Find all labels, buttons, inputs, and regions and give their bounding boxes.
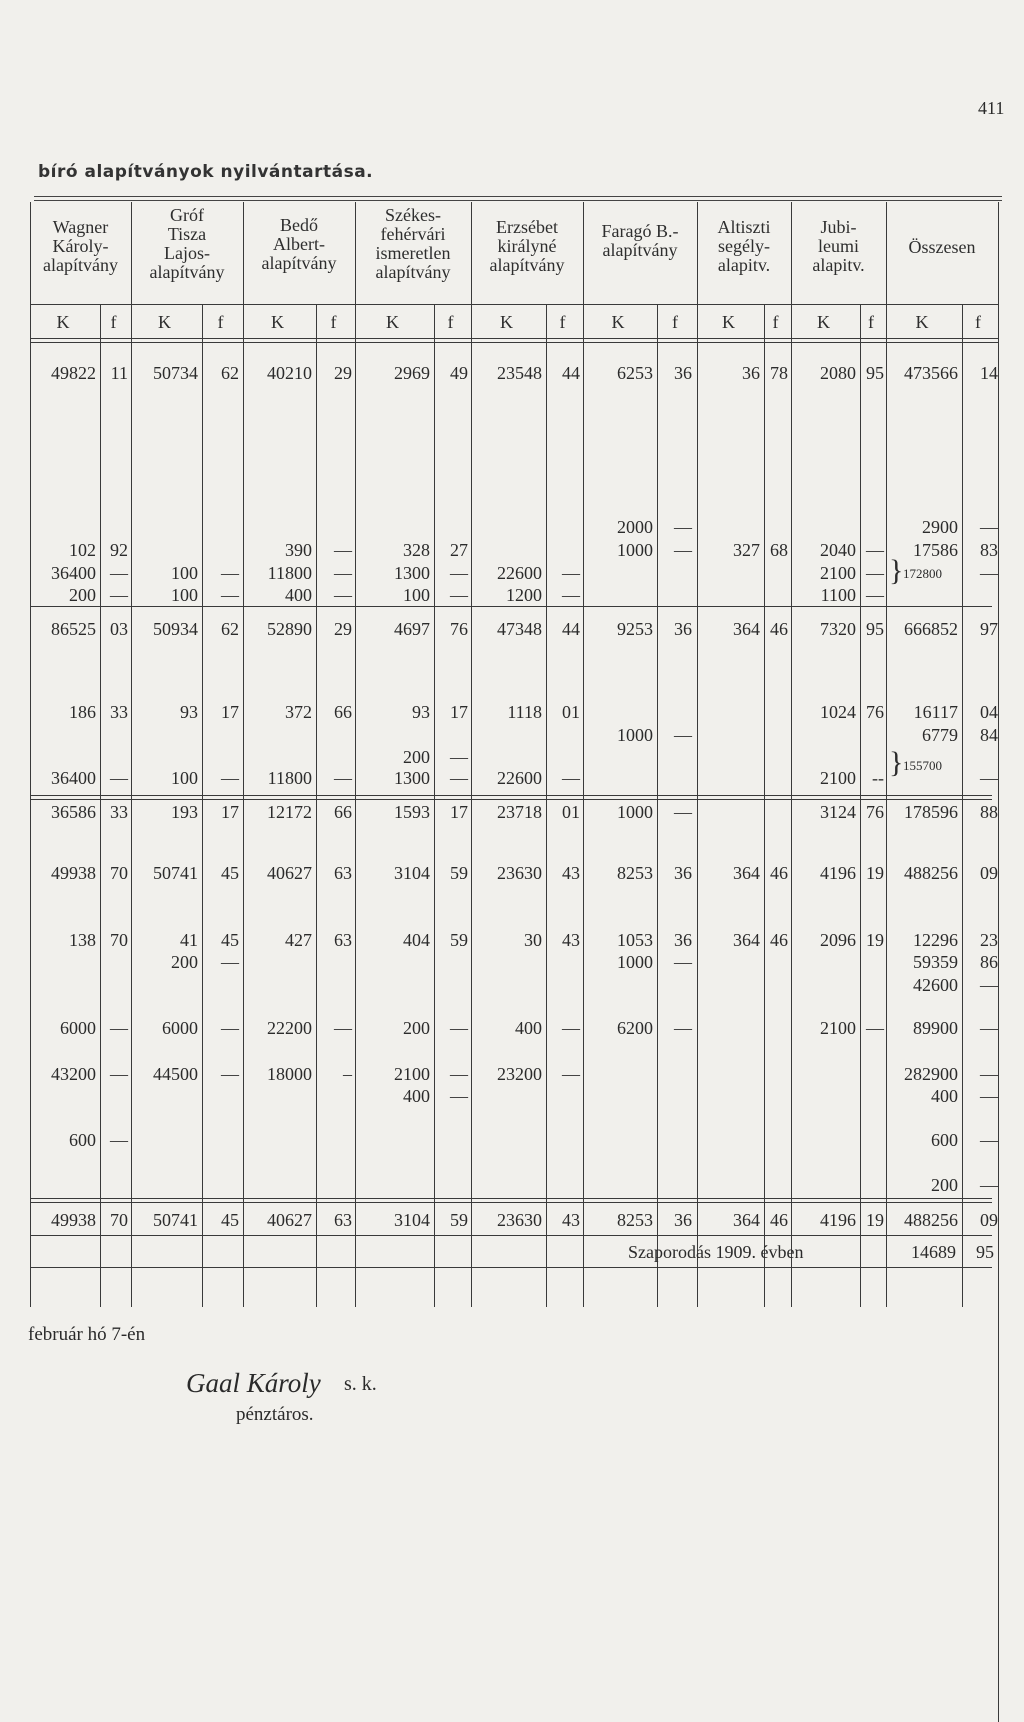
table-cell-k: 1118 bbox=[507, 702, 542, 722]
table-cell-f: 09 bbox=[980, 1210, 998, 1230]
table-cell-f: 83 bbox=[980, 540, 998, 560]
total-rule bbox=[30, 1235, 992, 1236]
column-header: Faragó B.- alapítvány bbox=[601, 221, 679, 260]
unit-k: K bbox=[271, 312, 284, 332]
table-cell-k: 2100 bbox=[394, 1064, 430, 1084]
table-cell-k: 1024 bbox=[820, 702, 856, 722]
table-cell-f: 95 bbox=[866, 619, 884, 639]
table-cell-f: — bbox=[450, 585, 468, 605]
table-cell-k: 36400 bbox=[51, 768, 96, 788]
date-line: február hó 7-én bbox=[28, 1324, 146, 1345]
table-cell-k: 400 bbox=[285, 585, 312, 605]
table-cell-f: 17 bbox=[450, 802, 468, 822]
table-cell-k: 47348 bbox=[497, 619, 542, 639]
unit-f: f bbox=[975, 312, 981, 332]
signature-suffix: s. k. bbox=[344, 1373, 377, 1395]
table-cell-f: 29 bbox=[334, 363, 352, 383]
table-cell-f: — bbox=[980, 1175, 998, 1195]
table-cell-f: — bbox=[562, 768, 580, 788]
table-cell-f: 66 bbox=[334, 802, 352, 822]
table-cell-k: 364 bbox=[733, 930, 760, 950]
unit-f: f bbox=[868, 312, 874, 332]
table-cell-k: 200 bbox=[171, 952, 198, 972]
table-cell-f: 43 bbox=[562, 863, 580, 883]
unit-f: f bbox=[772, 312, 779, 332]
table-cell-f: 45 bbox=[221, 1210, 239, 1230]
table-cell-k: 1100 bbox=[820, 585, 856, 605]
table-cell-k: 1300 bbox=[394, 563, 430, 583]
table-cell-f: — bbox=[334, 563, 352, 583]
column-header: Wagner Károly- alapítvány bbox=[43, 217, 118, 275]
table-cell-f: 46 bbox=[770, 1210, 788, 1230]
table-cell-k: 200 bbox=[403, 1018, 430, 1038]
table-cell-k: 400 bbox=[931, 1086, 958, 1106]
table-cell-f: — bbox=[450, 1064, 468, 1084]
table-cell-k: 52890 bbox=[267, 619, 312, 639]
table-cell-k: 390 bbox=[285, 540, 312, 560]
table-cell-f: 36 bbox=[674, 363, 692, 383]
table-cell-f: — bbox=[674, 725, 692, 745]
table-cell-f: — bbox=[450, 768, 468, 788]
table-cell-k: 8253 bbox=[617, 1210, 653, 1230]
table-cell-k: 372 bbox=[285, 702, 312, 722]
table-cell-k: 6000 bbox=[60, 1018, 96, 1038]
table-cell-k: 40627 bbox=[267, 863, 312, 883]
table-cell-k: 9253 bbox=[617, 619, 653, 639]
table-cell-f: — bbox=[562, 1018, 580, 1038]
table-cell-k: 102 bbox=[69, 540, 96, 560]
table-cell-f: 88 bbox=[980, 802, 998, 822]
unit-k: K bbox=[915, 312, 929, 332]
table-cell-k: 41 bbox=[180, 930, 198, 950]
table-cell-k: 600 bbox=[69, 1130, 96, 1150]
table-cell-k: 100 bbox=[171, 585, 198, 605]
growth-k: 14689 bbox=[911, 1242, 956, 1262]
table-cell-f: 09 bbox=[980, 863, 998, 883]
table-cell-f: 44 bbox=[562, 619, 580, 639]
table-cell-k: 4196 bbox=[820, 1210, 856, 1230]
table-cell-k: 488256 bbox=[904, 863, 958, 883]
table-cell-f: 76 bbox=[866, 702, 884, 722]
table-cell-k: 49938 bbox=[51, 863, 96, 883]
table-cell-k: 6000 bbox=[162, 1018, 198, 1038]
table-cell-k: 427 bbox=[285, 930, 312, 950]
table-cell-k: 17586 bbox=[913, 540, 958, 560]
table-cell-f: 17 bbox=[221, 802, 239, 822]
table-cell-k: 400 bbox=[403, 1086, 430, 1106]
table-cell-k: 42600 bbox=[913, 975, 958, 995]
table-cell-f: — bbox=[980, 1064, 998, 1084]
unit-f: f bbox=[447, 312, 454, 332]
page-heading: bíró alapítványok nyilvántartása. bbox=[38, 162, 374, 182]
table-cell-f: — bbox=[450, 563, 468, 583]
table-cell-f: 68 bbox=[770, 540, 788, 560]
brace-total: 155700 bbox=[903, 758, 942, 773]
table-cell-k: 404 bbox=[403, 930, 430, 950]
table-cell-k: 11800 bbox=[267, 563, 312, 583]
growth-label: Szaporodás 1909. évben bbox=[628, 1242, 804, 1262]
table-cell-k: 22600 bbox=[497, 768, 542, 788]
table-cell-k: 1593 bbox=[394, 802, 430, 822]
table-cell-k: 3104 bbox=[394, 863, 430, 883]
table-cell-f: — bbox=[980, 1130, 998, 1150]
table-cell-f: 46 bbox=[770, 619, 788, 639]
unit-k: K bbox=[817, 312, 830, 332]
table-cell-k: 93 bbox=[180, 702, 198, 722]
table-cell-f: 29 bbox=[334, 619, 352, 639]
column-header: Altiszti segély- alapitv. bbox=[717, 217, 771, 275]
table-cell-f: – bbox=[343, 1064, 352, 1084]
units-rule bbox=[30, 338, 998, 339]
table-cell-f: 59 bbox=[450, 930, 468, 950]
table-cell-f: 49 bbox=[450, 363, 468, 383]
table-cell-f: 36 bbox=[674, 1210, 692, 1230]
table-cell-k: 186 bbox=[69, 702, 96, 722]
table-cell-k: 364 bbox=[733, 619, 760, 639]
table-cell-f: 62 bbox=[221, 363, 239, 383]
table-cell-k: 30 bbox=[524, 930, 542, 950]
table-cell-k: 22200 bbox=[267, 1018, 312, 1038]
brace-icon: } bbox=[889, 554, 904, 587]
header-rule bbox=[30, 304, 998, 305]
table-cell-k: 49938 bbox=[51, 1210, 96, 1230]
unit-k: K bbox=[386, 312, 399, 332]
table-cell-f: — bbox=[221, 1018, 239, 1038]
table-cell-f: — bbox=[674, 802, 692, 822]
unit-f: f bbox=[559, 312, 566, 332]
table-cell-f: — bbox=[110, 1018, 128, 1038]
column-subdivider bbox=[764, 304, 765, 1307]
table-cell-f: 45 bbox=[221, 930, 239, 950]
table-cell-k: 1000 bbox=[617, 725, 653, 745]
table-cell-f: 23 bbox=[980, 930, 998, 950]
table-cell-k: 40627 bbox=[267, 1210, 312, 1230]
table-cell-f: 36 bbox=[674, 930, 692, 950]
table-cell-k: 6200 bbox=[617, 1018, 653, 1038]
table-cell-k: 193 bbox=[171, 802, 198, 822]
total-rule bbox=[30, 1202, 992, 1203]
column-header: Összesen bbox=[908, 237, 976, 257]
table-cell-k: 1300 bbox=[394, 768, 430, 788]
table-cell-f: 76 bbox=[866, 802, 884, 822]
table-cell-k: 3104 bbox=[394, 1210, 430, 1230]
table-cell-f: 17 bbox=[450, 702, 468, 722]
table-cell-f: 01 bbox=[562, 702, 580, 722]
table-cell-f: — bbox=[334, 768, 352, 788]
table-cell-k: 328 bbox=[403, 540, 430, 560]
table-cell-f: — bbox=[980, 975, 998, 995]
top-rule-2 bbox=[34, 200, 1002, 201]
table-cell-k: 2100 bbox=[820, 1018, 856, 1038]
table-cell-f: 27 bbox=[450, 540, 468, 560]
table-cell-k: 1000 bbox=[617, 802, 653, 822]
table-cell-k: 488256 bbox=[904, 1210, 958, 1230]
table-cell-f: 70 bbox=[110, 1210, 128, 1230]
table-cell-f: 01 bbox=[562, 802, 580, 822]
table-cell-k: 59359 bbox=[913, 952, 958, 972]
table-cell-f: 70 bbox=[110, 863, 128, 883]
table-cell-k: 364 bbox=[733, 1210, 760, 1230]
table-cell-f: — bbox=[980, 1018, 998, 1038]
table-cell-k: 40210 bbox=[267, 363, 312, 383]
table-cell-f: 36 bbox=[674, 863, 692, 883]
table-cell-f: 46 bbox=[770, 863, 788, 883]
table-cell-k: 50934 bbox=[153, 619, 198, 639]
table-cell-k: 36 bbox=[742, 363, 760, 383]
table-cell-k: 44500 bbox=[153, 1064, 198, 1084]
table-cell-f: 44 bbox=[562, 363, 580, 383]
table-cell-f: — bbox=[450, 1086, 468, 1106]
table-cell-k: 364 bbox=[733, 863, 760, 883]
table-cell-f: 62 bbox=[221, 619, 239, 639]
page-number: 411 bbox=[978, 98, 1005, 118]
brace-total: 172800 bbox=[903, 566, 942, 581]
table-cell-k: 327 bbox=[733, 540, 760, 560]
column-divider-right bbox=[998, 202, 999, 1722]
table-cell-f: 03 bbox=[110, 619, 128, 639]
table-cell-f: 78 bbox=[770, 363, 788, 383]
unit-k: K bbox=[722, 312, 735, 332]
table-cell-k: 23630 bbox=[497, 863, 542, 883]
subtotal-rule bbox=[30, 606, 992, 607]
table-cell-k: 6779 bbox=[922, 725, 958, 745]
signature: Gaal Károly bbox=[186, 1368, 321, 1398]
table-cell-f: — bbox=[866, 563, 884, 583]
table-cell-f: — bbox=[980, 1086, 998, 1106]
table-cell-k: 11800 bbox=[267, 768, 312, 788]
table-cell-f: -- bbox=[872, 768, 884, 788]
table-cell-k: 50734 bbox=[153, 363, 198, 383]
table-cell-k: 12296 bbox=[913, 930, 958, 950]
table-cell-f: — bbox=[674, 517, 692, 537]
table-cell-f: — bbox=[110, 1130, 128, 1150]
table-cell-k: 23630 bbox=[497, 1210, 542, 1230]
unit-f: f bbox=[217, 312, 224, 332]
unit-k: K bbox=[611, 312, 625, 332]
table-cell-k: 7320 bbox=[820, 619, 856, 639]
unit-f: f bbox=[110, 312, 117, 332]
table-cell-f: — bbox=[221, 1064, 239, 1084]
table-cell-f: — bbox=[562, 1064, 580, 1084]
table-cell-f: — bbox=[110, 585, 128, 605]
table-cell-k: 2969 bbox=[394, 363, 430, 383]
growth-rule bbox=[30, 1267, 992, 1268]
table-cell-f: 43 bbox=[562, 1210, 580, 1230]
table-cell-f: 19 bbox=[866, 1210, 884, 1230]
column-header: Jubi- leumi alapitv. bbox=[812, 217, 865, 275]
table-cell-k: 12172 bbox=[267, 802, 312, 822]
table-cell-f: 76 bbox=[450, 619, 468, 639]
table-cell-f: — bbox=[334, 1018, 352, 1038]
table-cell-k: 23718 bbox=[497, 802, 542, 822]
table-cell-f: 19 bbox=[866, 863, 884, 883]
top-rule bbox=[34, 196, 1002, 197]
table-cell-k: 2040 bbox=[820, 540, 856, 560]
table-cell-f: 63 bbox=[334, 930, 352, 950]
table-cell-k: 22600 bbox=[497, 563, 542, 583]
table-cell-k: 400 bbox=[515, 1018, 542, 1038]
table-cell-f: — bbox=[674, 952, 692, 972]
table-cell-f: — bbox=[334, 585, 352, 605]
table-cell-f: — bbox=[980, 517, 998, 537]
table-cell-f: 33 bbox=[110, 702, 128, 722]
table-cell-f: 95 bbox=[866, 363, 884, 383]
table-cell-f: 43 bbox=[562, 930, 580, 950]
table-cell-f: — bbox=[221, 563, 239, 583]
table-cell-f: — bbox=[674, 540, 692, 560]
table-cell-k: 23548 bbox=[497, 363, 542, 383]
table-cell-f: — bbox=[334, 540, 352, 560]
table-cell-k: 100 bbox=[171, 768, 198, 788]
table-cell-f: — bbox=[110, 1064, 128, 1084]
unit-k: K bbox=[500, 312, 513, 332]
table-cell-k: 1200 bbox=[506, 585, 542, 605]
table-cell-k: 18000 bbox=[267, 1064, 312, 1084]
table-cell-k: 600 bbox=[931, 1130, 958, 1150]
table-cell-f: 70 bbox=[110, 930, 128, 950]
column-header: Székes- fehérvári ismeretlen alapítvány bbox=[375, 205, 451, 282]
subtotal-rule bbox=[30, 799, 992, 800]
table-cell-f: — bbox=[866, 585, 884, 605]
table-cell-k: 50741 bbox=[153, 863, 198, 883]
table-cell-k: 2096 bbox=[820, 930, 856, 950]
table-cell-k: 93 bbox=[412, 702, 430, 722]
table-cell-k: 100 bbox=[403, 585, 430, 605]
table-cell-k: 86525 bbox=[51, 619, 96, 639]
unit-k: K bbox=[56, 312, 70, 332]
table-cell-f: 92 bbox=[110, 540, 128, 560]
table-cell-f: — bbox=[110, 768, 128, 788]
table-cell-k: 200 bbox=[931, 1175, 958, 1195]
table-cell-k: 2080 bbox=[820, 363, 856, 383]
table-cell-f: — bbox=[866, 540, 884, 560]
table-cell-f: 17 bbox=[221, 702, 239, 722]
column-header: Gróf Tisza Lajos- alapítvány bbox=[149, 205, 225, 282]
table-cell-k: 2100 bbox=[820, 768, 856, 788]
brace-icon: } bbox=[889, 746, 904, 779]
table-cell-k: 666852 bbox=[904, 619, 958, 639]
table-cell-f: — bbox=[221, 768, 239, 788]
table-cell-f: — bbox=[221, 952, 239, 972]
subtotal-rule bbox=[30, 795, 992, 796]
table-cell-k: 43200 bbox=[51, 1064, 96, 1084]
table-cell-f: 11 bbox=[110, 363, 128, 383]
table-cell-k: 49822 bbox=[51, 363, 96, 383]
table-cell-f: 19 bbox=[866, 930, 884, 950]
unit-k: K bbox=[158, 312, 171, 332]
growth-f: 95 bbox=[976, 1242, 994, 1262]
table-cell-f: — bbox=[450, 1018, 468, 1038]
table-cell-k: 50741 bbox=[153, 1210, 198, 1230]
table-cell-k: 200 bbox=[403, 747, 430, 767]
table-cell-f: 59 bbox=[450, 1210, 468, 1230]
table-cell-k: 3124 bbox=[820, 802, 856, 822]
table-cell-f: 36 bbox=[674, 619, 692, 639]
table-cell-f: — bbox=[562, 585, 580, 605]
table-cell-f: — bbox=[866, 1018, 884, 1038]
column-header: Erzsébet királyné alapítvány bbox=[489, 217, 565, 275]
signer-title: pénztáros. bbox=[236, 1404, 314, 1425]
table-cell-k: 282900 bbox=[904, 1064, 958, 1084]
table-cell-f: 66 bbox=[334, 702, 352, 722]
table-cell-k: 4697 bbox=[394, 619, 430, 639]
table-cell-k: 100 bbox=[171, 563, 198, 583]
table-cell-k: 178596 bbox=[904, 802, 958, 822]
table-cell-f: 14 bbox=[980, 363, 998, 383]
table-cell-f: 45 bbox=[221, 863, 239, 883]
table-cell-k: 138 bbox=[69, 930, 96, 950]
table-cell-k: 8253 bbox=[617, 863, 653, 883]
table-cell-f: 63 bbox=[334, 1210, 352, 1230]
table-cell-f: — bbox=[450, 747, 468, 767]
table-cell-k: 36400 bbox=[51, 563, 96, 583]
column-header: Bedő Albert- alapítvány bbox=[261, 215, 337, 273]
table-cell-k: 89900 bbox=[913, 1018, 958, 1038]
table-cell-k: 200 bbox=[69, 585, 96, 605]
table-cell-k: 1053 bbox=[617, 930, 653, 950]
table-cell-f: — bbox=[110, 563, 128, 583]
table-cell-f: 86 bbox=[980, 952, 998, 972]
table-cell-f: 46 bbox=[770, 930, 788, 950]
table-cell-k: 1000 bbox=[617, 540, 653, 560]
table-cell-k: 2900 bbox=[922, 517, 958, 537]
table-cell-k: 23200 bbox=[497, 1064, 542, 1084]
table-cell-k: 2100 bbox=[820, 563, 856, 583]
table-cell-f: — bbox=[980, 563, 998, 583]
unit-f: f bbox=[672, 312, 678, 332]
total-rule bbox=[30, 1198, 992, 1199]
table-cell-k: 36586 bbox=[51, 802, 96, 822]
table-cell-f: — bbox=[221, 585, 239, 605]
table-cell-k: 473566 bbox=[904, 363, 958, 383]
table-cell-k: 2000 bbox=[617, 517, 653, 537]
table-cell-k: 1000 bbox=[617, 952, 653, 972]
table-cell-k: 4196 bbox=[820, 863, 856, 883]
table-cell-f: 63 bbox=[334, 863, 352, 883]
table-cell-f: 04 bbox=[980, 702, 998, 722]
table-cell-k: 6253 bbox=[617, 363, 653, 383]
table-cell-k: 16117 bbox=[913, 702, 958, 722]
table-cell-f: 97 bbox=[980, 619, 998, 639]
table-cell-f: — bbox=[562, 563, 580, 583]
table-cell-f: 59 bbox=[450, 863, 468, 883]
table-cell-f: — bbox=[674, 1018, 692, 1038]
table-cell-f: — bbox=[980, 768, 998, 788]
table-cell-f: 84 bbox=[980, 725, 998, 745]
units-rule-2 bbox=[30, 342, 998, 343]
table-cell-f: 33 bbox=[110, 802, 128, 822]
unit-f: f bbox=[330, 312, 337, 332]
